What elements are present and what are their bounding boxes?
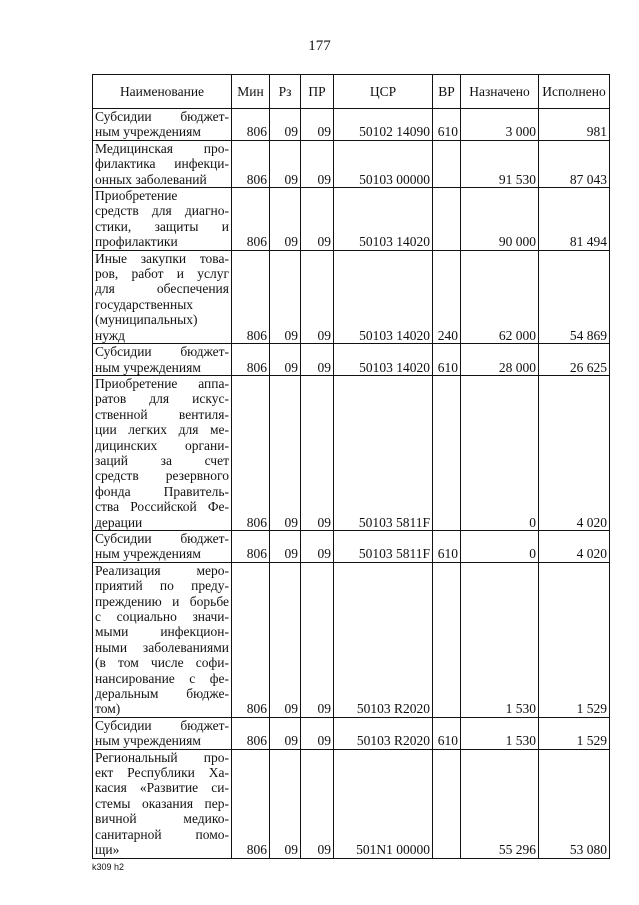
- name-line: Реализация меро-: [95, 562, 229, 578]
- name-line: средств резервного: [95, 468, 229, 484]
- cell-naznacheno: 28 000: [461, 344, 539, 376]
- name-line: ным учреждениям: [95, 359, 201, 375]
- cell-ispolneno: 4 020: [539, 530, 610, 562]
- cell-ispolneno: 1 529: [539, 562, 610, 717]
- header-vr: ВР: [433, 75, 461, 109]
- name-line: Медицинская про-: [95, 140, 229, 156]
- cell-rz: 09: [270, 140, 301, 187]
- name-line: средств для диагно-: [95, 203, 229, 219]
- cell-min: 806: [232, 749, 270, 858]
- name-line: филактика инфекци-: [95, 156, 229, 172]
- page-number: 177: [308, 38, 331, 54]
- cell-rz: 09: [270, 188, 301, 251]
- cell-name: [93, 188, 232, 251]
- cell-vr: 610: [433, 109, 461, 141]
- table-row: [93, 530, 610, 562]
- cell-naznacheno: 55 296: [461, 749, 539, 858]
- name-line: ным учреждениям: [95, 124, 201, 140]
- name-line: ратов для искус-: [95, 391, 229, 407]
- name-line: ект Республики Ха-: [95, 765, 229, 781]
- cell-pr: 09: [301, 344, 334, 376]
- cell-ispolneno: 1 529: [539, 717, 610, 749]
- cell-pr: 09: [301, 530, 334, 562]
- cell-csr: 50103 5811F: [334, 375, 433, 530]
- header-rz: Рз: [270, 75, 301, 109]
- name-line: касия «Развитие си-: [95, 780, 229, 796]
- cell-naznacheno: 91 530: [461, 140, 539, 187]
- cell-pr: 09: [301, 250, 334, 343]
- cell-csr: 501N1 00000: [334, 749, 433, 858]
- name-line: нансирование с фе-: [95, 670, 229, 686]
- cell-name: [93, 530, 232, 562]
- table-row: [93, 250, 610, 343]
- cell-name: [93, 749, 232, 858]
- cell-rz: 09: [270, 562, 301, 717]
- cell-csr: 50103 5811F: [334, 530, 433, 562]
- name-line: с социально значи-: [95, 609, 229, 624]
- name-line: приятий по преду-: [95, 578, 229, 594]
- cell-naznacheno: 0: [461, 530, 539, 562]
- table-row: [93, 188, 610, 251]
- cell-name: [93, 140, 232, 187]
- table-body: [93, 109, 610, 859]
- name-line: стемы оказания пер-: [95, 795, 229, 811]
- cell-vr: [433, 140, 461, 187]
- cell-name: [93, 250, 232, 343]
- cell-pr: 09: [301, 109, 334, 141]
- name-line: (в том числе софи-: [95, 655, 229, 671]
- table-header-row: [93, 75, 610, 109]
- cell-ispolneno: 981: [539, 109, 610, 141]
- cell-min: 806: [232, 109, 270, 141]
- cell-ispolneno: 81 494: [539, 188, 610, 251]
- name-line: Региональный про-: [95, 749, 229, 765]
- cell-csr: 50103 00000: [334, 140, 433, 187]
- table-row: [93, 749, 610, 858]
- header-min: Мин: [232, 75, 270, 109]
- name-line: ным учреждениям: [95, 733, 201, 749]
- header-name: Наименование: [93, 75, 232, 109]
- name-line: ными заболеваниями: [95, 639, 229, 655]
- name-line: ства Российской Фе-: [95, 499, 229, 515]
- cell-min: 806: [232, 717, 270, 749]
- cell-name: [93, 344, 232, 376]
- table-row: [93, 140, 610, 187]
- cell-min: 806: [232, 250, 270, 343]
- cell-naznacheno: 0: [461, 375, 539, 530]
- cell-vr: 610: [433, 717, 461, 749]
- cell-pr: 09: [301, 749, 334, 858]
- cell-rz: 09: [270, 250, 301, 343]
- header-csr: ЦСР: [334, 75, 433, 109]
- header-ispolneno: Исполнено: [539, 75, 610, 109]
- cell-ispolneno: 4 020: [539, 375, 610, 530]
- cell-vr: [433, 375, 461, 530]
- name-line: государственных: [95, 296, 194, 312]
- cell-vr: [433, 188, 461, 251]
- table-row: [93, 109, 610, 141]
- cell-csr: 50102 14090: [334, 109, 433, 141]
- cell-min: 806: [232, 344, 270, 376]
- name-line: для обеспечения: [95, 281, 229, 297]
- name-line: Субсидии бюджет-: [95, 717, 229, 733]
- table-row: [93, 562, 610, 717]
- cell-naznacheno: 1 530: [461, 562, 539, 717]
- cell-csr: 50103 14020: [334, 344, 433, 376]
- name-line: онных заболеваний: [95, 171, 207, 187]
- name-line: ным учреждениям: [95, 546, 201, 562]
- name-line: ров, работ и услуг: [95, 266, 229, 282]
- header-pr: ПР: [301, 75, 334, 109]
- cell-pr: 09: [301, 717, 334, 749]
- cell-naznacheno: 90 000: [461, 188, 539, 251]
- cell-rz: 09: [270, 109, 301, 141]
- name-line: деральным бюдже-: [95, 686, 229, 702]
- cell-ispolneno: 87 043: [539, 140, 610, 187]
- cell-csr: 50103 R2020: [334, 717, 433, 749]
- cell-name: [93, 375, 232, 530]
- cell-pr: 09: [301, 188, 334, 251]
- cell-min: 806: [232, 562, 270, 717]
- name-line: фонда Правитель-: [95, 483, 229, 499]
- cell-rz: 09: [270, 530, 301, 562]
- name-line: (муниципальных): [95, 312, 198, 328]
- name-line: Субсидии бюджет-: [95, 344, 229, 360]
- name-line: Приобретение: [95, 188, 178, 204]
- cell-name: [93, 109, 232, 141]
- name-line: санитарной помо-: [95, 826, 229, 842]
- footer-code: k309 h2: [92, 862, 125, 872]
- name-line: нужд: [95, 327, 125, 343]
- cell-min: 806: [232, 188, 270, 251]
- name-line: дерации: [95, 514, 143, 530]
- cell-min: 806: [232, 375, 270, 530]
- cell-rz: 09: [270, 375, 301, 530]
- cell-min: 806: [232, 140, 270, 187]
- table-row: [93, 344, 610, 376]
- name-line: ственной вентиля-: [95, 406, 229, 422]
- cell-vr: [433, 562, 461, 717]
- cell-vr: [433, 749, 461, 858]
- cell-rz: 09: [270, 344, 301, 376]
- name-line: щи»: [95, 842, 120, 858]
- cell-vr: 240: [433, 250, 461, 343]
- cell-csr: 50103 14020: [334, 188, 433, 251]
- cell-ispolneno: 54 869: [539, 250, 610, 343]
- budget-table: [92, 74, 610, 859]
- cell-name: [93, 717, 232, 749]
- cell-rz: 09: [270, 717, 301, 749]
- cell-ispolneno: 26 625: [539, 344, 610, 376]
- name-line: Субсидии бюджет-: [95, 530, 229, 546]
- cell-name: [93, 562, 232, 717]
- header-naznacheno: Назначено: [461, 75, 539, 109]
- name-line: мыми инфекцион-: [95, 624, 229, 640]
- cell-vr: 610: [433, 530, 461, 562]
- cell-csr: 50103 R2020: [334, 562, 433, 717]
- name-line: заций за счет: [95, 452, 229, 468]
- cell-csr: 50103 14020: [334, 250, 433, 343]
- name-line: вичной медико-: [95, 811, 229, 827]
- name-line: Субсидии бюджет-: [95, 109, 229, 124]
- cell-rz: 09: [270, 749, 301, 858]
- cell-min: 806: [232, 530, 270, 562]
- name-line: дицинских органи-: [95, 437, 229, 453]
- name-line: том): [95, 701, 121, 717]
- cell-pr: 09: [301, 375, 334, 530]
- name-line: Приобретение аппа-: [95, 375, 229, 391]
- cell-ispolneno: 53 080: [539, 749, 610, 858]
- cell-naznacheno: 1 530: [461, 717, 539, 749]
- name-line: Иные закупки това-: [95, 250, 229, 266]
- cell-vr: 610: [433, 344, 461, 376]
- table-row: [93, 717, 610, 749]
- name-line: ции легких для ме-: [95, 422, 229, 438]
- table-row: [93, 375, 610, 530]
- cell-naznacheno: 62 000: [461, 250, 539, 343]
- name-line: профилактики: [95, 234, 178, 250]
- cell-pr: 09: [301, 140, 334, 187]
- name-line: преждению и борьбе: [95, 593, 229, 609]
- name-line: стики, защиты и: [95, 218, 229, 234]
- cell-naznacheno: 3 000: [461, 109, 539, 141]
- cell-pr: 09: [301, 562, 334, 717]
